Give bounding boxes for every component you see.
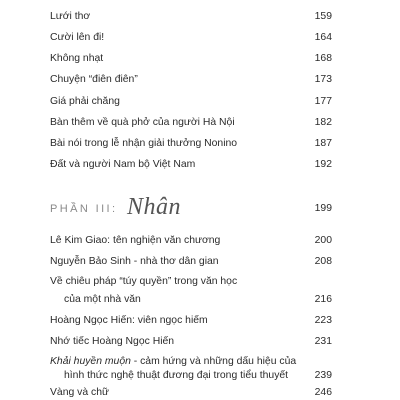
toc-entry-title-cont: hình thức nghệ thuật đương đại trong tiểu thuyết — [64, 370, 289, 381]
toc-entry-title: Lưới thơ — [50, 11, 91, 22]
toc-entry-title — [50, 355, 296, 368]
toc-entry-page: 187 — [314, 138, 332, 149]
toc-entry-page: 231 — [314, 336, 332, 347]
toc-entry-title: Giá phải chăng — [50, 96, 120, 107]
toc-entry-page: 208 — [314, 256, 332, 267]
toc-entry-title: Vàng và chữ — [50, 387, 109, 398]
toc-entry-title: Không nhạt — [50, 53, 104, 64]
toc-entry-page: 173 — [314, 74, 332, 85]
toc-entry-title-italic: Khải huyền muộn — [50, 356, 131, 367]
toc-entry-title-cont: của một nhà văn — [64, 294, 141, 305]
toc-entry-page: 216 — [314, 294, 332, 305]
toc-entry-title: Nhớ tiếc Hoàng Ngọc Hiến — [50, 336, 175, 347]
toc-entry-page: 192 — [314, 159, 332, 170]
toc-entry-title: Bàn thêm về quà phở của người Hà Nội — [50, 117, 235, 128]
part-heading — [50, 194, 332, 224]
part-title: Nhân — [127, 194, 182, 220]
toc-entry-page: 200 — [314, 235, 332, 246]
toc-entry-title: Về chiêu pháp “túy quyền” trong văn học — [50, 276, 238, 287]
toc-entry-title-rest: - cảm hứng và những dấu hiệu của — [130, 356, 297, 367]
part-label: PHẦN III: — [50, 203, 118, 215]
toc-entry-page: 223 — [314, 315, 332, 326]
toc-entry-page: 182 — [314, 117, 332, 128]
toc-entry-page: 177 — [314, 96, 332, 107]
toc-entry-page: 239 — [314, 370, 332, 381]
toc-entry-title: Hoàng Ngọc Hiến: viên ngọc hiếm — [50, 315, 208, 326]
toc-entry-title: Đất và người Nam bộ Việt Nam — [50, 159, 196, 170]
toc-entry-title: Lê Kim Giao: tên nghiện văn chương — [50, 235, 221, 246]
toc-entry-title: Bài nói trong lễ nhận giải thưởng Nonino — [50, 138, 238, 149]
part-page: 199 — [314, 203, 332, 214]
toc-entry-page: 168 — [314, 53, 332, 64]
toc-entry-title: Cười lên đi! — [50, 32, 105, 43]
toc-entry-page: 246 — [314, 387, 332, 398]
toc-entry-page: 164 — [314, 32, 332, 43]
toc-entry-title: Chuyện “điên điên” — [50, 74, 138, 85]
toc-entry-title: Nguyễn Bảo Sinh - nhà thơ dân gian — [50, 256, 219, 267]
toc-entry-page: 159 — [314, 11, 332, 22]
